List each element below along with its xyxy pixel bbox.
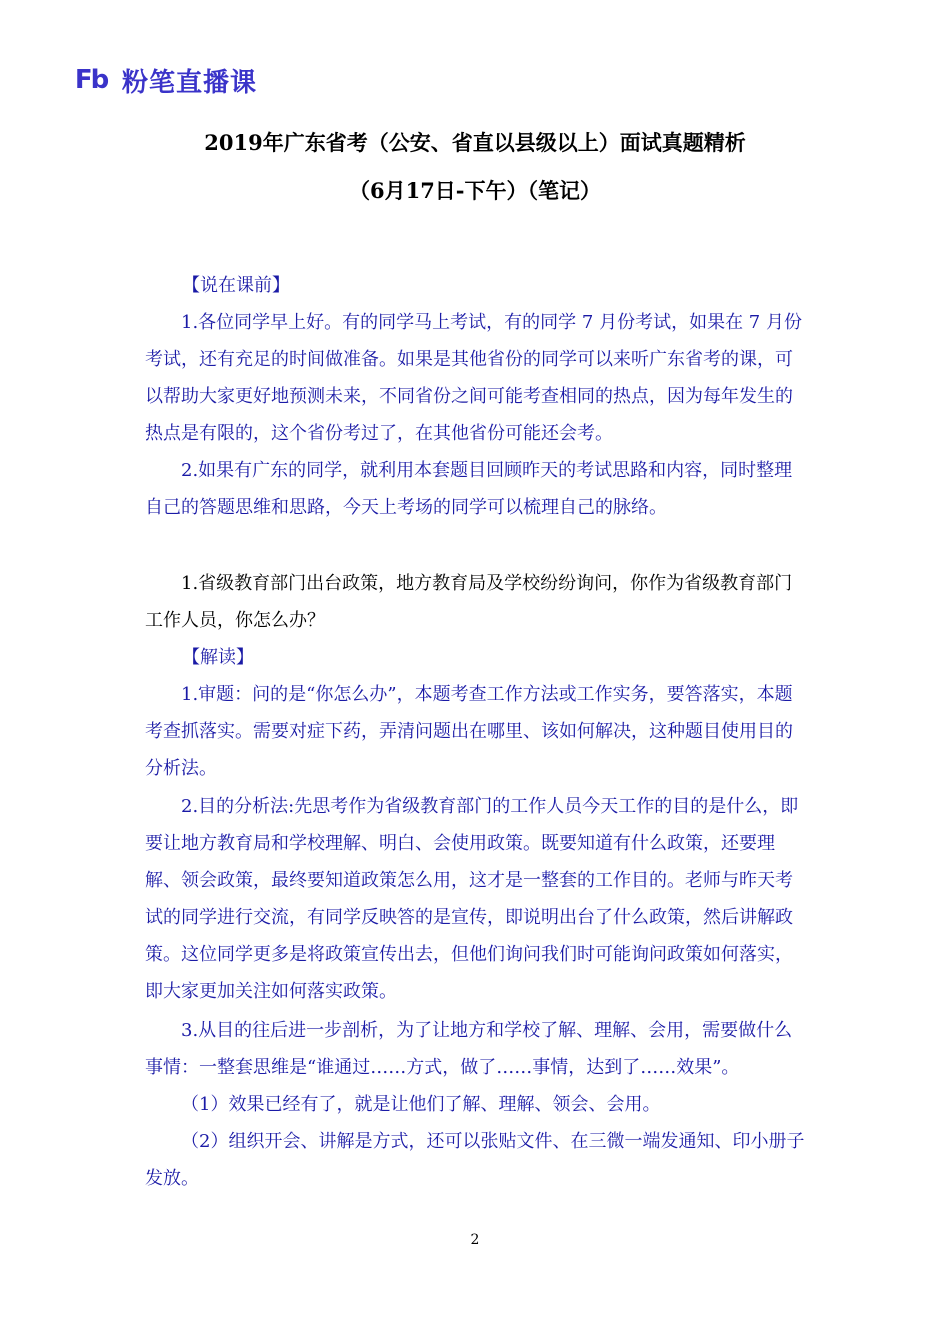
fb-logo-icon: Fb (74, 65, 108, 95)
question-text: 1.省级教育部门出台政策，地方教育局及学校纷纷询问，你作为省级教育部门工作人员，你怎么办？ (145, 573, 793, 631)
brand-name: 粉笔直播课 (122, 67, 258, 98)
sub-point-2: （2）组织开会、讲解是方式，还可以张贴文件、在三微一端发通知、印小册子发放。 (145, 1131, 805, 1189)
document-title: 2019年广东省考（公安、省直以县级以上）面试真题精析 (204, 130, 746, 155)
intro-paragraph-2: 2.如果有广东的同学，就利用本套题目回顾昨天的考试思路和内容，同时整理自己的答题思维和思路，今天上考场的同学可以梳理自己的脉络。 (145, 460, 793, 518)
intro-heading: 【说在课前】 (182, 275, 290, 296)
document-subtitle: （6月17日-下午）（笔记） (348, 178, 602, 203)
analysis-point-1: 1.审题：问的是“你怎么办”，本题考查工作方法或工作实务，要答落实，本题考查抓落实。需要对症下药，弄清问题出在哪里、该如何解决，这种题目使用目的分析法。 (145, 684, 793, 779)
sub-point-1: （1）效果已经有了，就是让他们了解、理解、领会、会用。 (181, 1094, 661, 1115)
analysis-point-3: 3.从目的往后进一步剖析，为了让地方和学校了解、理解、会用，需要做什么事情：一整套思维是“谁通过……方式，做了……事情，达到了……效果”。 (145, 1020, 793, 1078)
analysis-point-2: 2.目的分析法:先思考作为省级教育部门的工作人员今天工作的目的是什么，即要让地方教育局和学校理解、明白、会使用政策。既要知道有什么政策，还要理解、领会政策，最终要知道政策怎么用，这才是一整套的工作目的。老师与昨天考试的同学进行交流，有同学反映答的是宣传，即说明出台了什么政策，然后讲解政策。这位同学更多是将政策宣传出去，但他们询问我们时可能询问政策如何落实，即大家更加关注如何落实政策。 (145, 796, 799, 1002)
analysis-heading: 【解读】 (182, 647, 254, 668)
page-number: 2 (470, 1232, 480, 1248)
brand-logo (68, 64, 257, 96)
intro-paragraph-1: 1.各位同学早上好。有的同学马上考试，有的同学 7 月份考试，如果在 7 月份考试，还有充足的时间做准备。如果是其他省份的同学可以来听广东省考的课，可以帮助大家更好地预测未来，不同省份之间可能考查相同的热点，因为每年发生的热点是有限的，这个省份考过了，在其他省份可能还会考。 (145, 312, 802, 444)
